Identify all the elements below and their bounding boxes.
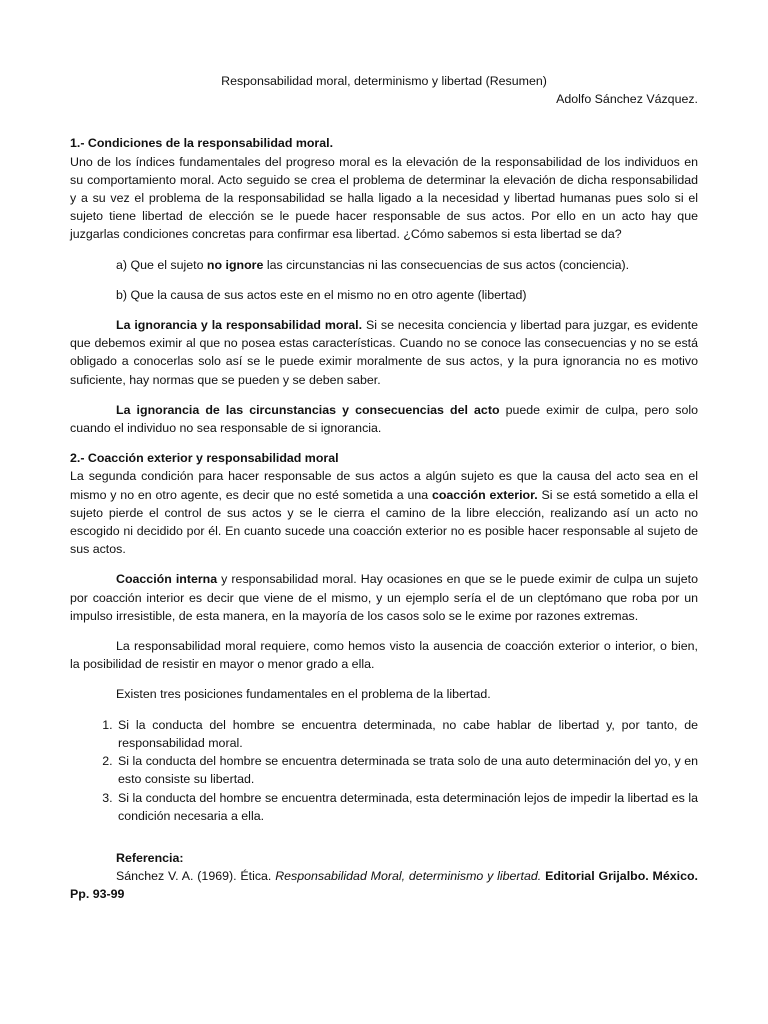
condition-a — [70, 256, 698, 274]
positions-list — [70, 716, 698, 825]
circumstances-text: puede eximir de culpa, pero solo cuando el individuo no sea responsable de si ignorancia. — [70, 402, 698, 436]
circumstances-lead: La ignorancia de las circunstancias y consecuencias del acto — [116, 402, 500, 417]
document-author: Adolfo Sánchez Vázquez. — [556, 92, 698, 107]
reference-entry — [70, 867, 698, 903]
section-2-para-1 — [70, 467, 698, 558]
requirement-paragraph: La responsabilidad moral requiere, como hemos visto la ausencia de coacción exterior o interior, o bien, la posibilidad de resistir en mayor o menor grado a ella. — [70, 639, 698, 672]
section-2-heading: 2.- Coacción exterior y responsabilidad moral — [70, 451, 339, 466]
para1-pre: La segunda condición para hacer responsable de sus actos a algún sujeto es que la causa del acto sea en el mismo y no en otro agente, es decir que no esté sometida a una — [70, 469, 698, 502]
reference-heading: Referencia: — [116, 850, 184, 865]
condition-a-pre: a) Que el sujeto — [116, 257, 207, 272]
list-item: 2. Si la conducta del hombre se encuentra determinada se trata solo de una auto determinación del yo, y en esto consiste su libertad. — [116, 752, 698, 788]
condition-b: b) Que la causa de sus actos este en el mismo no en otro agente (libertad) — [116, 287, 527, 302]
ignorance-text: Si se necesita conciencia y libertad para juzgar, es evidente que debemos eximir al que no posea estas características. Cuando no se conoce las consecuencias y no se está obligado a conocerlas solo así se le puede eximir moralmente de sus actos, y la pura ignorancia no es motivo suficiente, hay normas que se pueden y se deben saber. — [70, 318, 698, 387]
circumstances-paragraph — [70, 401, 698, 437]
section-1-heading: 1.- Condiciones de la responsabilidad moral. — [70, 136, 334, 151]
section-1-intro: Uno de los índices fundamentales del progreso moral es la elevación de la responsabilidad de los individuos en su comportamiento moral. Acto seguido se crea el problema de determinar la elevación de dicha responsabilidad y a su vez el problema de la responsabilidad se halla ligado a la necesidad y libertad humanas pues solo si el sujeto tiene libertad de elección se le puede hacer responsable de sus actos. Por ello en un acto hay que juzgarlas condiciones concretas para confirmar esa libertad. ¿Cómo sabemos si esta libertad se da? — [70, 154, 698, 242]
para1-bold: coacción exterior. — [431, 487, 538, 502]
reference-publisher: Editorial Grijalbo. México. Pp. 93-99 — [70, 869, 698, 902]
positions-intro: Existen tres posiciones fundamentales en el problema de la libertad. — [116, 687, 491, 702]
document-body — [70, 72, 698, 904]
condition-a-post: las circunstancias ni las consecuencias de sus actos (conciencia). — [263, 257, 630, 272]
reference-author-year: Sánchez V. A. (1969). Ética. — [116, 869, 276, 884]
internal-coercion-text: y responsabilidad moral. Hay ocasiones en que se le puede eximir de culpa un sujeto por coacción interior es decir que viene de el mismo, y un ejemplo sería el de un cleptómano que roba por un impulso irresistible, de esta manera, en la mayoría de los casos solo se le exime por razones extremas. — [70, 572, 699, 623]
para1-post: Si se está sometido a ella el sujeto pierde el control de sus actos y se le cierra el camino de la libre elección, realizando así un acto no escogido ni decidido por él. En cuanto sucede una coacción exterior no es posible hacer responsable al sujeto de sus actos. — [70, 487, 698, 557]
document-title: Responsabilidad moral, determinismo y libertad (Resumen) — [221, 74, 547, 88]
internal-coercion-lead: Coacción interna — [116, 572, 218, 587]
list-item: 1. Si la conducta del hombre se encuentra determinada, no cabe hablar de libertad y, por tanto, de responsabilidad moral. — [116, 716, 698, 752]
ignorance-paragraph — [70, 316, 698, 389]
condition-a-bold: no ignore — [206, 257, 264, 272]
list-item: 3. Si la conducta del hombre se encuentra determinada, esta determinación lejos de impedir la libertad es la condición necesaria a ella. — [116, 789, 698, 825]
internal-coercion-paragraph — [70, 570, 698, 625]
ignorance-lead: La ignorancia y la responsabilidad moral. — [116, 318, 363, 333]
reference-title: Responsabilidad Moral, determinismo y libertad. — [275, 869, 542, 884]
